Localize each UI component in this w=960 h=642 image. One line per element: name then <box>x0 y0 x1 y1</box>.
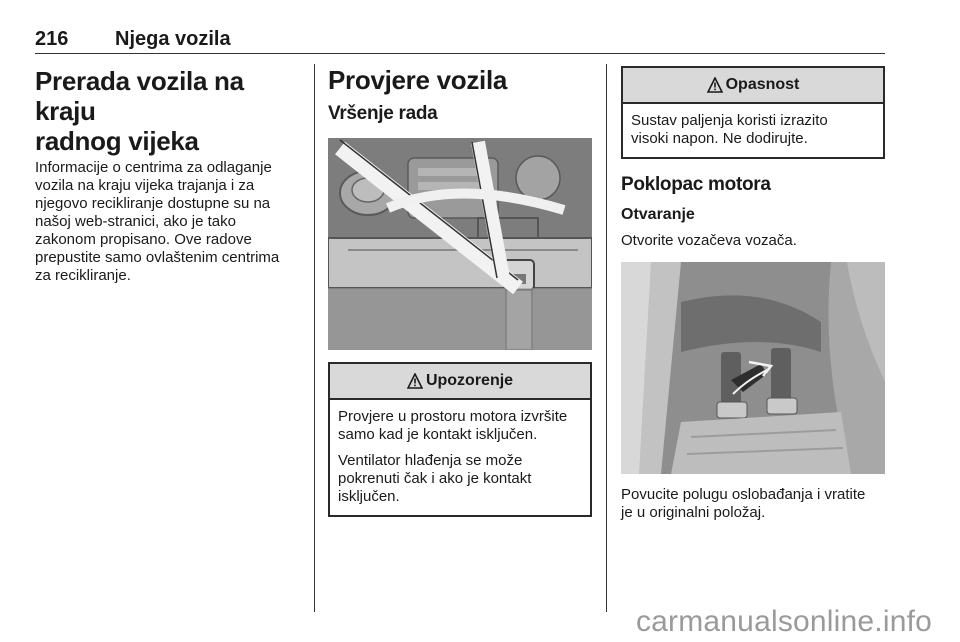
text-line: Ventilator hlađenja se može <box>338 452 523 469</box>
heading-line: Prerada vozila na kraju <box>35 66 244 126</box>
warning-triangle-icon <box>707 77 723 93</box>
column-end-of-life <box>35 64 300 285</box>
column-divider-1 <box>314 64 315 612</box>
column-bonnet <box>621 64 885 522</box>
opening-caption <box>621 486 885 522</box>
text-line: samo kad je kontakt isključen. <box>338 426 538 443</box>
text-line: vozila na kraju vijeka trajanja i za <box>35 177 255 194</box>
text-line: našoj web-stranici, ako je tako <box>35 213 236 230</box>
section-title-bonnet: Poklopac motora <box>621 174 771 195</box>
page-header <box>35 28 885 54</box>
text-line: Sustav paljenja koristi izrazito <box>631 112 828 129</box>
warning-header <box>330 364 590 400</box>
warning-triangle-icon <box>407 373 423 389</box>
text-line: Provjere u prostoru motora izvršite <box>338 408 568 425</box>
danger-label: Opasnost <box>725 76 800 93</box>
danger-box <box>621 66 885 159</box>
text-line: isključen. <box>338 488 400 505</box>
column-vehicle-checks <box>328 64 592 517</box>
text-line: zakonom propisano. Ove radove <box>35 231 252 248</box>
column-divider-2 <box>606 64 607 612</box>
end-of-life-paragraph <box>35 159 300 285</box>
opening-intro: Otvorite vozačeva vozača. <box>621 232 797 249</box>
subsection-title-performing-work: Vršenje rada <box>328 103 438 124</box>
warning-text-2 <box>338 452 582 506</box>
bonnet-release-illustration <box>621 262 885 474</box>
watermark: carmanualsonline.info <box>635 605 932 638</box>
heading-line: radnog vijeka <box>35 126 199 156</box>
danger-content <box>623 104 883 157</box>
warning-content <box>330 400 590 515</box>
text-line: Informacije o centrima za odlaganje <box>35 159 272 176</box>
text-line: Povucite polugu oslobađanja i vratite <box>621 486 866 503</box>
section-heading-end-of-life <box>35 66 300 156</box>
text-line: visoki napon. Ne dodirujte. <box>631 130 808 147</box>
warning-label: Upozorenje <box>425 372 514 389</box>
section-title-vehicle-checks: Provjere vozila <box>328 65 508 95</box>
text-line: je u originalni položaj. <box>621 504 766 521</box>
engine-bay-illustration <box>328 138 592 350</box>
text-line: prepustite samo ovlaštenim centrima <box>35 249 280 266</box>
danger-header <box>623 68 883 104</box>
text-line: za recikliranje. <box>35 267 131 284</box>
warning-box <box>328 362 592 517</box>
warning-text-1 <box>338 408 582 444</box>
page-number: 216 <box>35 28 69 50</box>
text-line: pokrenuti čak i ako je kontakt <box>338 470 532 487</box>
chapter-title: Njega vozila <box>115 28 231 50</box>
text-line: njegovo recikliranje dostupne su na <box>35 195 271 212</box>
danger-text <box>631 112 875 148</box>
subsection-title-opening: Otvaranje <box>621 206 695 223</box>
